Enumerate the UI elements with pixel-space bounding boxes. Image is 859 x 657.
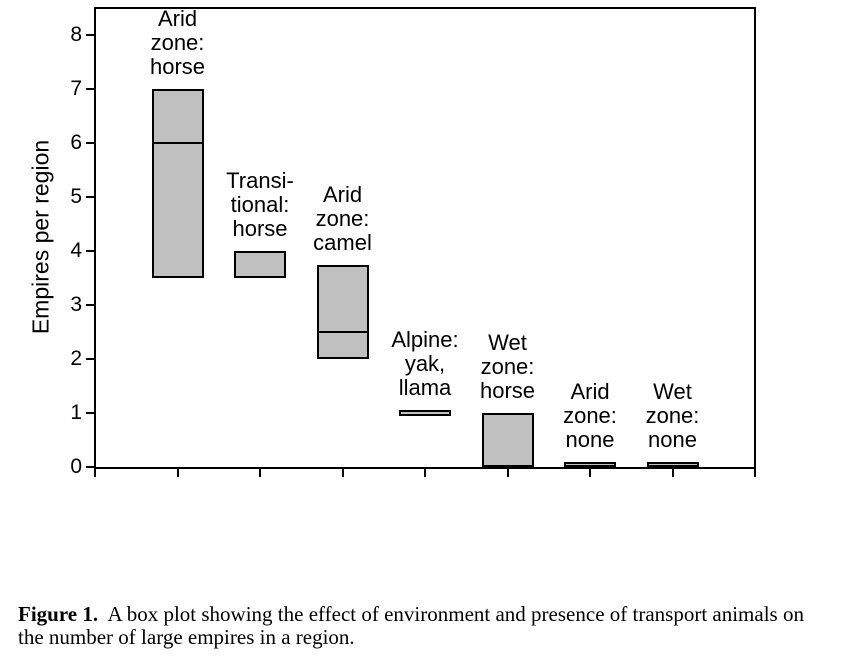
box-plot-box [647,462,699,467]
y-axis-tick [86,304,94,306]
y-axis-tick-label: 1 [70,401,82,424]
category-label-line: zone: [645,402,700,428]
category-label-line: zone: [150,30,205,55]
y-axis-tick [86,142,94,144]
category-label-line: none [648,426,697,452]
category-label-line: Transi- [226,168,294,193]
category-label-line: Wet [653,378,692,404]
category-label-line: Alpine: [391,327,459,353]
y-axis-tick-label: 8 [70,23,82,46]
x-axis-tick [589,469,591,477]
y-axis-tick-label: 3 [70,293,82,316]
box-median-line [152,142,204,144]
category-label-line: zone: [315,205,370,231]
y-axis-tick [86,34,94,36]
category-label [122,7,234,79]
x-axis-tick [342,469,344,477]
y-axis-tick [86,358,94,360]
category-label-line: horse [479,378,536,403]
figure-caption-line2: the number of large empires in a region. [18,625,355,649]
category-label [287,183,399,255]
box-plot-box [152,89,204,278]
box-plot-box [317,265,369,360]
category-label-line: Arid [322,181,363,207]
x-axis-tick [259,469,261,477]
category-label-line: zone: [480,354,535,379]
box-median-line [317,331,369,333]
box-plot-box [234,251,286,278]
y-axis-tick-label: 5 [70,185,82,208]
category-label-line: Wet [488,330,527,355]
y-axis-tick [86,88,94,90]
category-label-line: camel [313,229,372,255]
category-label-line: horse [149,54,206,79]
figure-caption-label: Figure 1. [18,602,99,626]
x-axis-tick [672,469,674,477]
category-label-line: zone: [563,402,617,428]
y-axis-tick [86,250,94,252]
figure-caption-line1-text: A box plot showing the effect of environment and presence of transport animals on [98,602,804,626]
y-axis-tick-label: 2 [70,347,82,370]
y-axis-tick [86,412,94,414]
y-axis-tick-label: 4 [70,239,82,262]
x-axis-tick [754,469,756,477]
x-axis-tick [507,469,509,477]
box-plot-box [564,462,616,467]
category-label-line: llama [398,375,452,401]
y-axis-tick-label: 7 [70,77,82,100]
y-axis-tick [86,196,94,198]
x-axis-tick [94,469,96,477]
figure-caption [18,603,854,649]
x-axis-tick [177,469,179,477]
y-axis-title: Empires per region [27,139,54,335]
category-label-line: horse [232,216,288,241]
category-label-line: Arid [157,6,198,31]
figure-caption-line1 [18,603,854,626]
category-label-line: tional: [230,192,290,217]
y-axis-tick-label: 0 [70,455,82,478]
box-plot-box [399,410,451,415]
category-label [617,380,729,452]
category-label-line: Arid [570,378,610,404]
x-axis-tick [424,469,426,477]
box-plot-box [482,413,534,467]
category-label-line: none [565,426,615,452]
category-label-line: yak, [404,351,446,377]
y-axis-tick [86,466,94,468]
y-axis-tick-label: 6 [70,131,82,154]
